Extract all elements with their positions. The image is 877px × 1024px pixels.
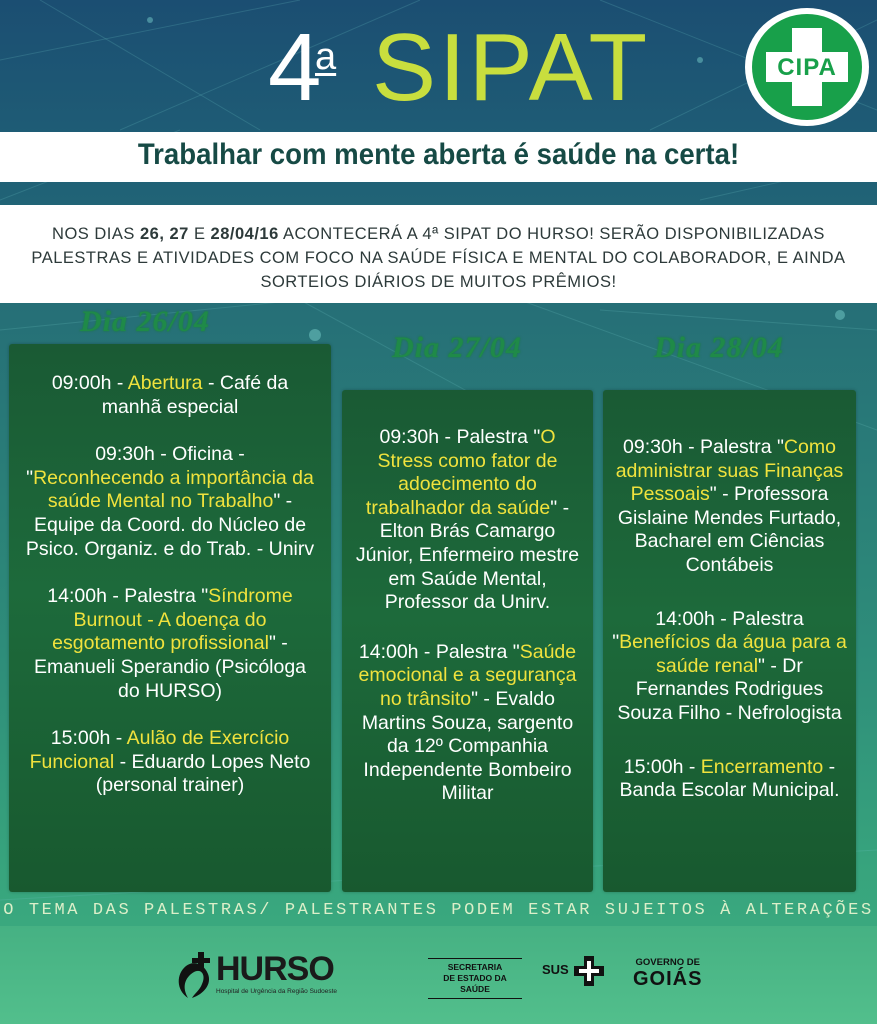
goias-line-1: GOVERNO DE [635, 957, 700, 968]
title-sipat: SIPAT [372, 14, 651, 121]
goias-line-2: GOIÁS [633, 968, 703, 990]
disclaimer-note: O TEMA DAS PALESTRAS/ PALESTRANTES PODEM ESTAR SUJEITOS À ALTERAÇÕES [3, 901, 874, 920]
intro-date-1: 26, 27 [139, 225, 189, 243]
title-ordinal: a [315, 36, 337, 78]
cipa-label: CIPA [777, 54, 837, 81]
goias-logo [633, 957, 702, 991]
event-item: 09:30h - Palestra "Como administrar suas Finanças Pessoais" - Professora Gislaine Mendes Furtado, Bacharel em Ciências Contábeis [615, 436, 844, 576]
schedule-column-26 [9, 344, 331, 892]
event-item: 09:30h - Palestra "O Stress como fator de adoecimento do trabalhador da saúde" - Elton Brás Camargo Júnior, Enfermeiro mestre em Saúde Mental, Professor da Unirv. [355, 426, 580, 614]
event-item: 14:00h - Palestra "Saúde emocional e a segurança no trânsito" - Evaldo Martins Souza, sargento da 12º Companhia Independente Bombeiro Militar [358, 640, 577, 805]
event-item: 15:00h - Encerramento - Banda Escolar Municipal. [619, 755, 840, 802]
intro-text: NOS DIAS 26, 27 E 28/04/16 ACONTECERÁ A 4ª SIPAT DO HURSO! SERÃO DISPONIBILIZADAS PALESTRAS E ATIVIDADES COM FOCO NA SAÚDE FÍSICA E MENTAL DO COLABORADOR, E AINDA SORTEIOS DIÁRIOS DE MUITOS PRÊMIOS! [31, 225, 846, 291]
event-item: 09:30h - Oficina - "Reconhecendo a importância da saúde Mental no Trabalho" - Equipe da Coord. do Núcleo de Psico. Organiz. e do Trab. - Unirv [25, 443, 315, 560]
day-heading-26: Dia 26/04 [80, 305, 210, 338]
hurso-subtitle: Hospital de Urgência da Região Sudoeste [216, 988, 338, 995]
event-item: 14:00h - Palestra "Benefícios da água para a saúde renal" - Dr Fernandes Rodrigues Souza Filho - Nefrologista [612, 607, 847, 724]
secretaria-logo [428, 958, 522, 999]
schedule-column-28 [603, 390, 856, 892]
event-item: 15:00h - Aulão de Exercício Funcional - Eduardo Lopes Neto (personal trainer) [29, 727, 311, 797]
sus-label: SUS [542, 962, 569, 977]
hurso-figure-icon [172, 950, 218, 1000]
secretaria-line-1: SECRETARIA [447, 962, 503, 972]
schedule-column-27 [342, 390, 593, 892]
hurso-name: HURSO [216, 950, 334, 988]
slogan: Trabalhar com mente aberta é saúde na certa! [137, 138, 740, 171]
cipa-logo [745, 8, 869, 126]
sus-cross-icon [574, 956, 604, 986]
secretaria-line-2: DE ESTADO DA SAÚDE [443, 973, 507, 994]
event-item: 09:00h - Abertura - Café da manhã especial [51, 372, 289, 418]
title-number: 4 [268, 14, 320, 121]
event-item: 14:00h - Palestra "Síndrome Burnout - A doença do esgotamento profissional" - Emanueli Sperandio (Psicóloga do HURSO) [33, 585, 307, 702]
day-heading-28: Dia 28/04 [654, 331, 784, 364]
intro-date-2: 28/04/16 [210, 225, 279, 243]
day-heading-27: Dia 27/04 [392, 331, 522, 364]
